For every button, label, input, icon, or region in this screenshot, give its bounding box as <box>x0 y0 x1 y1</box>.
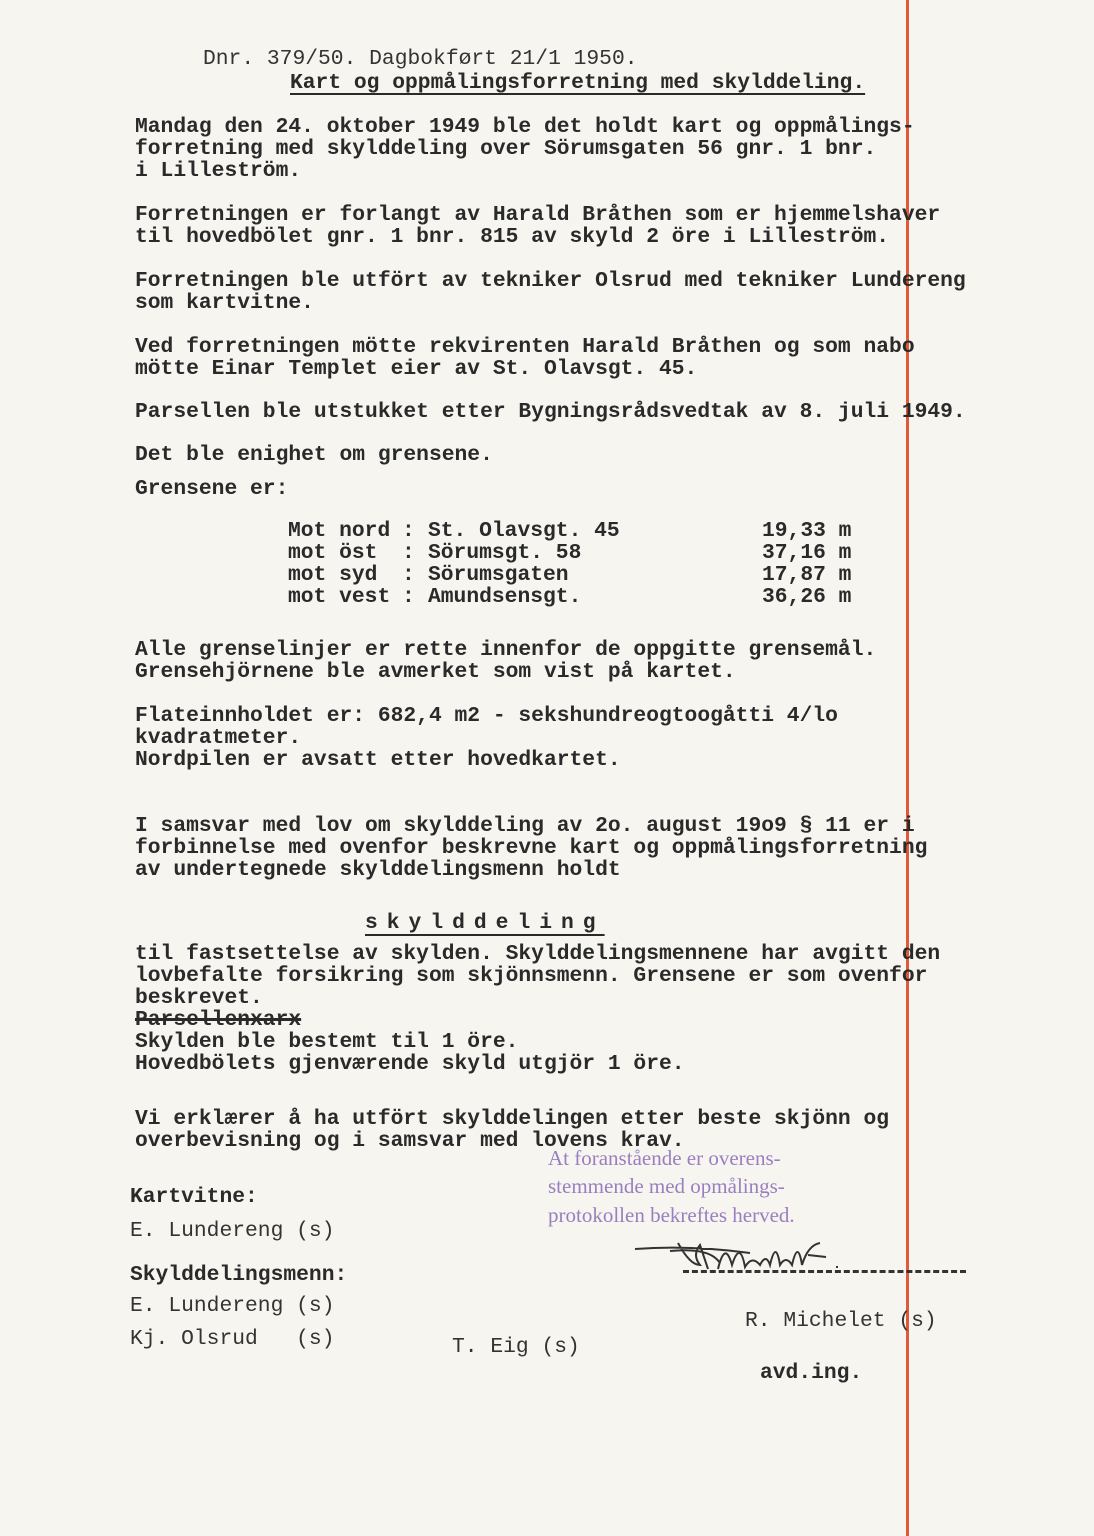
boundary-direction: mot öst <box>288 541 378 565</box>
boundary-separator: : <box>402 519 415 543</box>
section-heading: skylddeling <box>365 911 605 935</box>
skylddelingsmann-name: T. Eig (s) <box>452 1335 580 1359</box>
paragraph-line: forbinnelse med ovenfor beskrevne kart og oppmålingsforretning <box>135 836 928 860</box>
boundary-neighbor: St. Olavsgt. 45 <box>428 519 620 543</box>
official-name: R. Michelet (s) <box>745 1309 937 1333</box>
boundary-neighbor: Sörumsgt. 58 <box>428 541 582 565</box>
paragraph-line: mötte Einar Templet eier av St. Olavsgt. 45. <box>135 357 698 381</box>
document-title: Kart og oppmålingsforretning med skylddeling. <box>290 71 866 95</box>
struck-text: Parsellenxarx <box>135 1008 302 1032</box>
paragraph-line: I samsvar med lov om skylddeling av 2o. august 19o9 § 11 er i <box>135 814 915 838</box>
paragraph-line: Nordpilen er avsatt etter hovedkartet. <box>135 748 621 772</box>
boundaries-label: Grensene er: <box>135 477 289 501</box>
paragraph-line: Forretningen er forlangt av Harald Bråthen som er hjemmelshaver <box>135 203 941 227</box>
boundary-separator: : <box>402 585 415 609</box>
paragraph-line: Parsellen ble utstukket etter Bygningsrådsvedtak av 8. juli 1949. <box>135 400 966 424</box>
kartvitne-name: E. Lundereng (s) <box>130 1219 335 1243</box>
paragraph-line: Ved forretningen mötte rekvirenten Harald Bråthen og som nabo <box>135 335 915 359</box>
paragraph-line: Det ble enighet om grensene. <box>135 443 493 467</box>
boundary-length: 37,16 m <box>762 541 852 565</box>
boundary-length: 19,33 m <box>762 519 852 543</box>
boundary-length: 17,87 m <box>762 563 852 587</box>
paragraph-line: til hovedbölet gnr. 1 bnr. 815 av skyld 2 öre i Lilleström. <box>135 225 890 249</box>
paragraph-line: lovbefalte forsikring som skjönnsmenn. Grensene er som ovenfor <box>135 964 928 988</box>
skylddelingsmann-name: Kj. Olsrud (s) <box>130 1327 335 1351</box>
paragraph-line: beskrevet. <box>135 986 263 1010</box>
official-title: avd.ing. <box>760 1361 863 1385</box>
margin-line <box>906 0 909 1536</box>
paragraph-line: i Lilleström. <box>135 159 302 183</box>
boundary-length: 36,26 m <box>762 585 852 609</box>
stamp-line: protokollen bekreftes herved. <box>548 1203 795 1227</box>
signature-line <box>683 1270 966 1273</box>
kartvitne-label: Kartvitne: <box>130 1185 258 1209</box>
paragraph-line: av undertegnede skylddelingsmenn holdt <box>135 858 621 882</box>
paragraph-line: til fastsettelse av skylden. Skylddelingsmennene har avgitt den <box>135 942 941 966</box>
skylddelingsmenn-label: Skylddelingsmenn: <box>130 1263 348 1287</box>
boundary-neighbor: Sörumsgaten <box>428 563 569 587</box>
paragraph-line: overbevisning og i samsvar med lovens krav. <box>135 1129 685 1153</box>
paragraph-line: som kartvitne. <box>135 291 314 315</box>
paragraph-line: Flateinnholdet er: 682,4 m2 - sekshundreogtoogåtti 4/lo <box>135 704 838 728</box>
handwritten-signature <box>630 1235 910 1275</box>
stamp-line: At foranstående er overens- <box>548 1146 781 1170</box>
boundary-direction: mot vest <box>288 585 391 609</box>
paragraph-line: Alle grenselinjer er rette innenfor de oppgitte grensemål. <box>135 638 877 662</box>
paragraph-line: Skylden ble bestemt til 1 öre. <box>135 1030 519 1054</box>
paragraph-line: kvadratmeter. <box>135 726 302 750</box>
boundary-direction: Mot nord <box>288 519 391 543</box>
boundary-direction: mot syd <box>288 563 378 587</box>
paragraph-line: Hovedbölets gjenværende skyld utgjör 1 öre. <box>135 1052 685 1076</box>
stamp-line: stemmende med opmålings- <box>548 1174 785 1198</box>
paragraph-line: Forretningen ble utfört av tekniker Olsrud med tekniker Lundereng <box>135 269 966 293</box>
paragraph-line: Grensehjörnene ble avmerket som vist på kartet. <box>135 660 736 684</box>
boundary-separator: : <box>402 541 415 565</box>
skylddelingsmann-name: E. Lundereng (s) <box>130 1294 335 1318</box>
paragraph-line: Vi erklærer å ha utfört skylddelingen etter beste skjönn og <box>135 1107 890 1131</box>
journal-number: Dnr. 379/50. Dagbokført 21/1 1950. <box>203 47 638 71</box>
boundary-separator: : <box>402 563 415 587</box>
paragraph-line: forretning med skylddeling over Sörumsgaten 56 gnr. 1 bnr. <box>135 137 877 161</box>
paragraph-line: Mandag den 24. oktober 1949 ble det holdt kart og oppmålings- <box>135 115 915 139</box>
boundary-neighbor: Amundsensgt. <box>428 585 582 609</box>
